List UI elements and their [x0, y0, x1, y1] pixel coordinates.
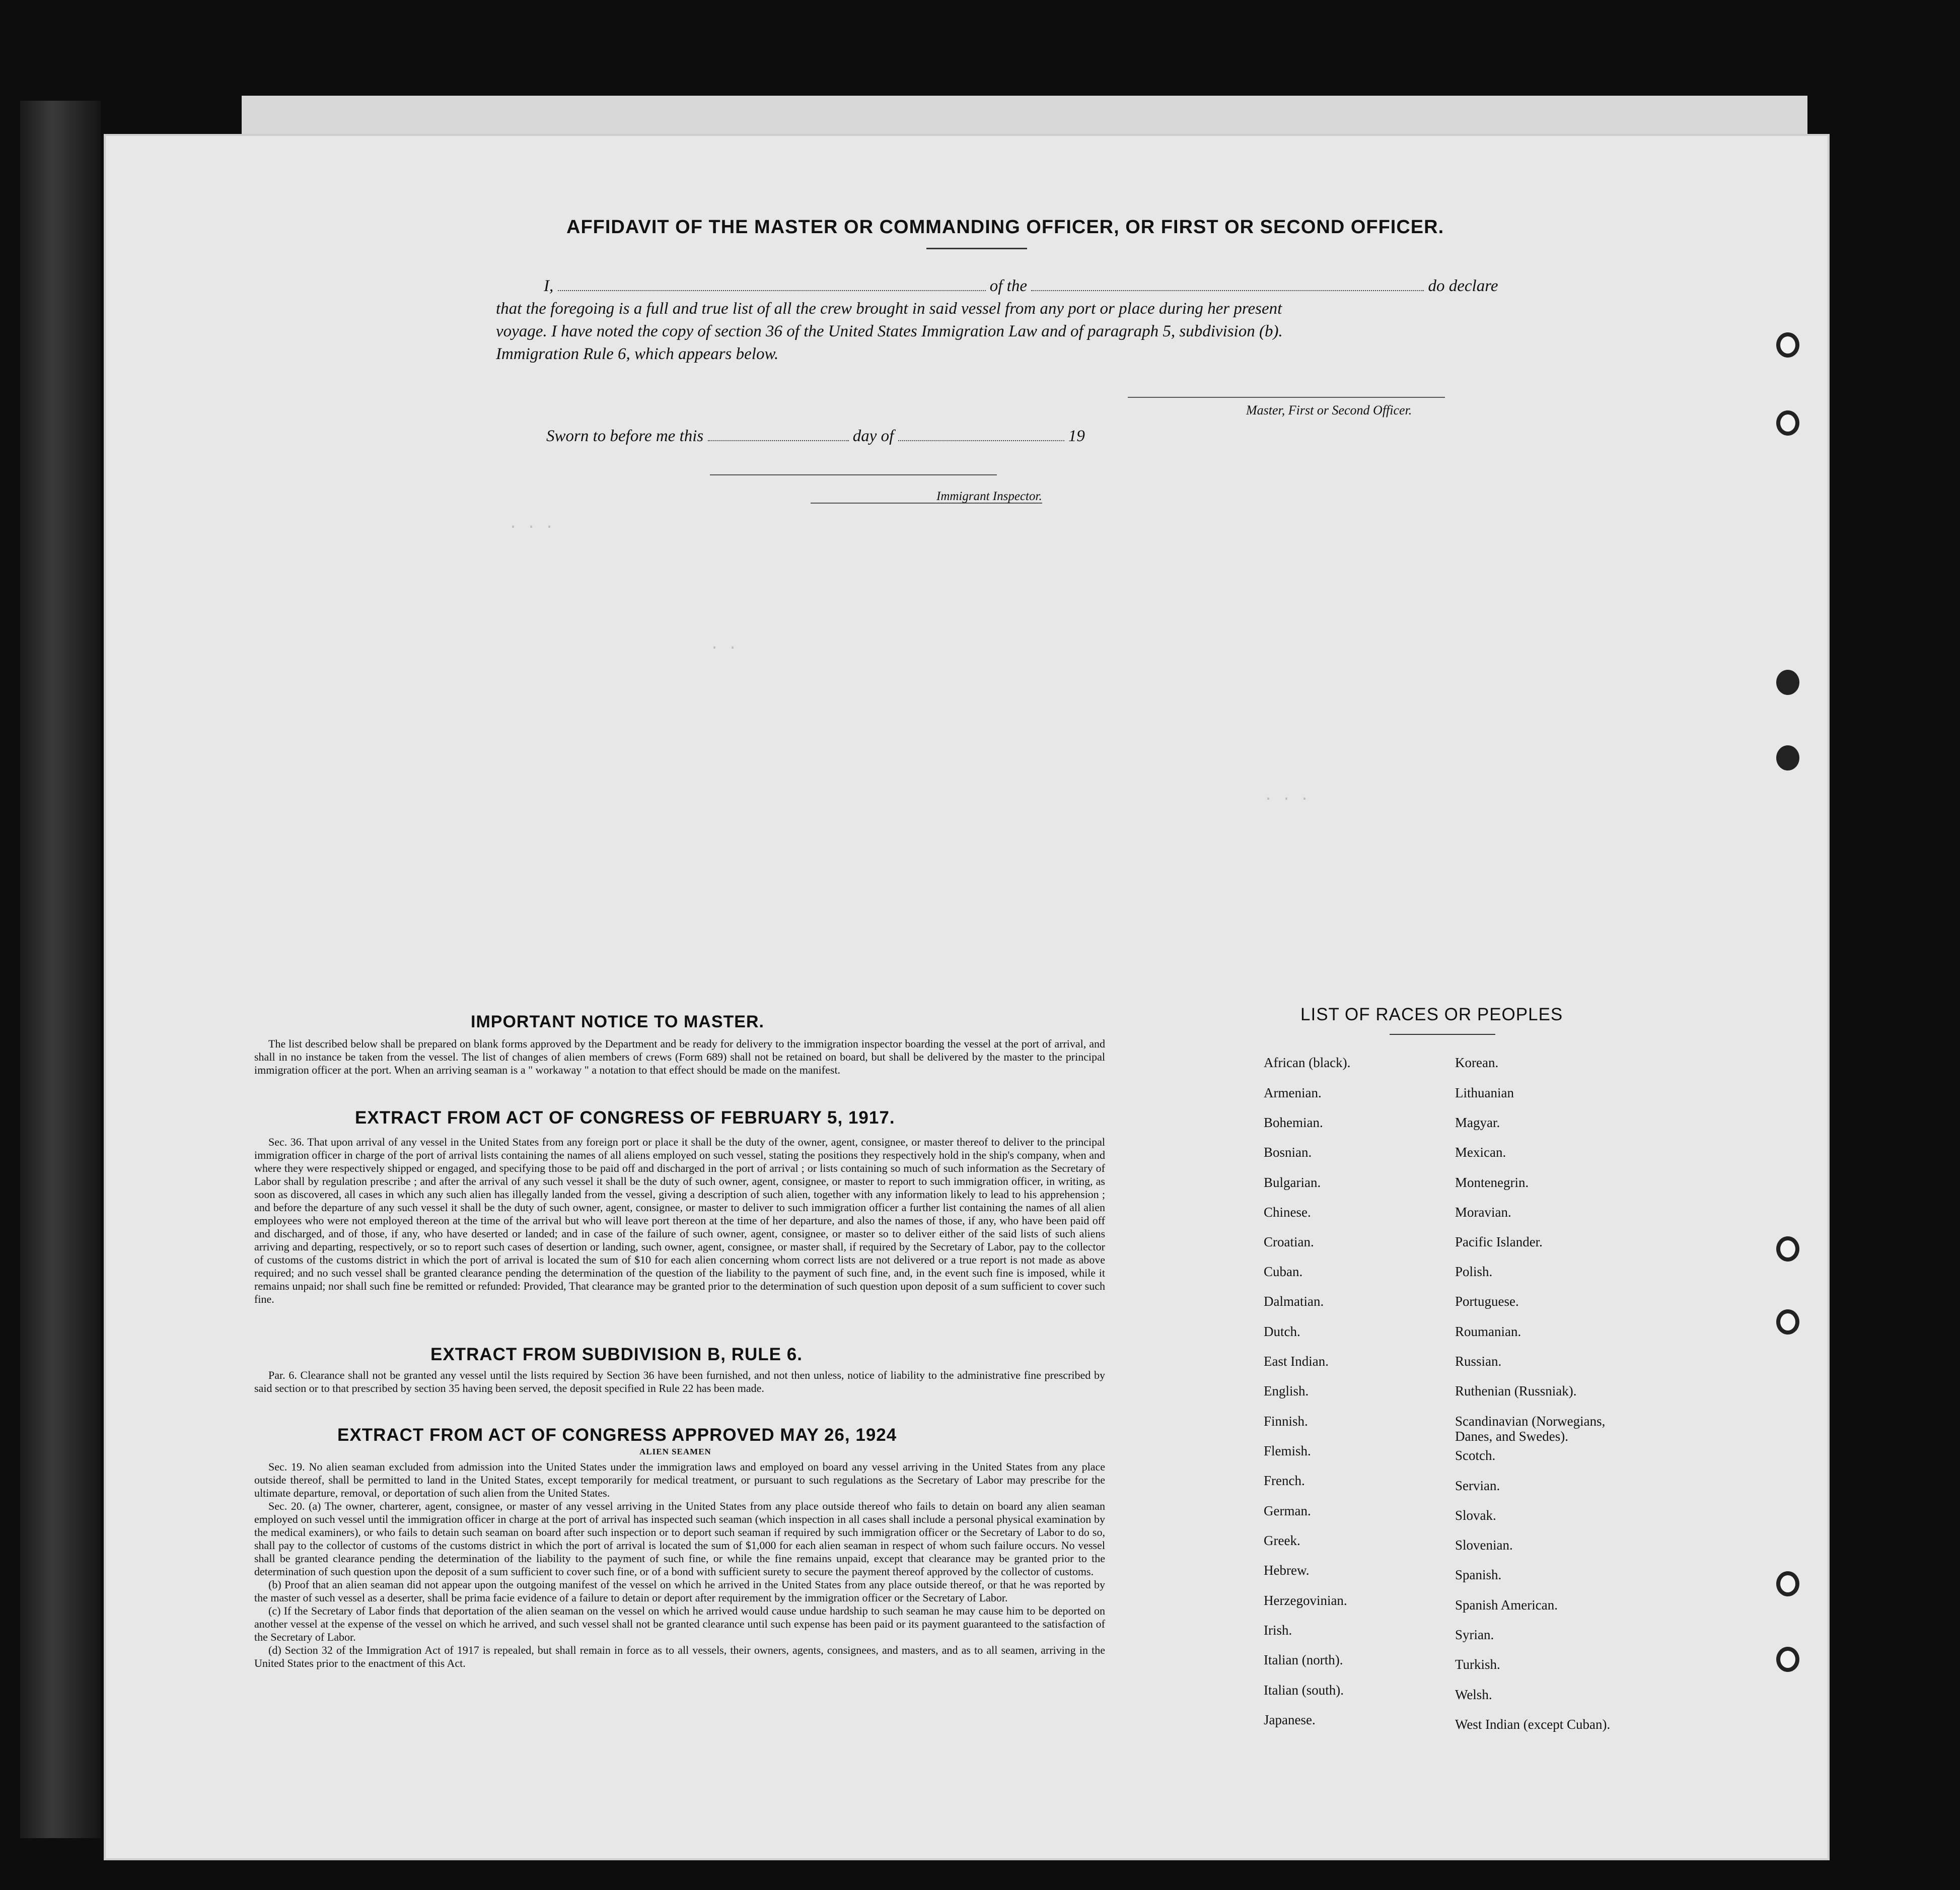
race-item: Montenegrin.	[1455, 1175, 1529, 1190]
bleed-through-marks: · · ·	[509, 519, 554, 536]
sworn-line	[546, 427, 1085, 446]
race-item: Flemish.	[1264, 1443, 1311, 1458]
affidavit-title: AFFIDAVIT OF THE MASTER OR COMMANDING OFFICER, OR FIRST OR SECOND OFFICER.	[566, 217, 1444, 238]
alien-seamen-subtitle: ALIEN SEAMEN	[639, 1447, 711, 1456]
extract-1924-para-20b: (b) Proof that an alien seaman did not appear upon the outgoing manifest of the vessel on which he arrived in the United States from any place outside thereof, or that he was reported by the master of such vessel as a deserter, shall be prima facie evidence of a failure to detain or deport after requirement by the immigration officer or the Secretary of Labor.	[254, 1578, 1105, 1604]
race-item: Lithuanian	[1455, 1085, 1514, 1100]
sworn-day-blank[interactable]	[708, 427, 849, 441]
race-item: Dalmatian.	[1264, 1294, 1324, 1309]
affidavit-i: I,	[544, 277, 554, 295]
race-item: Magyar.	[1455, 1115, 1500, 1130]
notice-title: IMPORTANT NOTICE TO MASTER.	[471, 1012, 764, 1031]
punch-hole	[1776, 1309, 1799, 1335]
extract-1924-para-20c: (c) If the Secretary of Labor finds that deportation of the alien seaman on the vessel on which he arrived would cause undue hardship to such seaman he may cause him to be deported on another vessel at the expense of the vessel on which he arrived, and such vessel shall not be granted clearance until such expense has been paid or its payment guaranteed to the satisfaction of the Secretary of Labor.	[254, 1604, 1105, 1643]
race-item: Slovak.	[1455, 1508, 1496, 1523]
extract-1924-text	[254, 1460, 1105, 1670]
inspector-line-upper[interactable]	[710, 474, 997, 475]
extract-1924-para-19: Sec. 19. No alien seaman excluded from admission into the United States under the immigration laws and employed on board any vessel arriving in the United States from any place outside thereof, shall be permitted to land in the United States, except temporarily for medical treatment, or pursuant to such regulations as the Secretary of Labor may prescribe for the ultimate departure, removal, or deportation of such alien from the United States.	[254, 1460, 1105, 1499]
year-text: 19	[1068, 427, 1085, 445]
race-item: Portuguese.	[1455, 1294, 1519, 1309]
race-item: Bosnian.	[1264, 1145, 1312, 1160]
race-item: Ruthenian (Russniak).	[1455, 1383, 1577, 1398]
race-item: Cuban.	[1264, 1264, 1303, 1279]
punch-hole	[1776, 1571, 1799, 1596]
master-caption: Master, First or Second Officer.	[1246, 403, 1412, 417]
race-item: Italian (south).	[1264, 1683, 1344, 1698]
notice-text	[254, 1037, 1105, 1077]
race-item: Finnish.	[1264, 1414, 1308, 1429]
race-item: Korean.	[1455, 1055, 1499, 1070]
extract-1917-text	[254, 1136, 1105, 1306]
race-item: West Indian (except Cuban).	[1455, 1717, 1611, 1732]
affidavit-body-line1: that the foregoing is a full and true list of all the crew brought in said vessel from any port or place during her present	[496, 300, 1282, 318]
race-item: Syrian.	[1455, 1627, 1494, 1642]
race-item: Bohemian.	[1264, 1115, 1323, 1130]
race-item: Turkish.	[1455, 1657, 1500, 1672]
extract-rule6-paragraph: Par. 6. Clearance shall not be granted any vessel until the lists required by Section 36 have been furnished, and not then unless, notice of liability to the administrative fine prescribed by said section or to that prescribed by section 35 having been served, the deposit specified in Rule 22 has been made.	[254, 1369, 1105, 1394]
affidavit-body-line3: Immigration Rule 6, which appears below.	[496, 345, 779, 363]
extract-1917-title: EXTRACT FROM ACT OF CONGRESS OF FEBRUARY 5, 1917.	[355, 1108, 895, 1128]
inspector-caption: Immigrant Inspector.	[936, 489, 1042, 503]
vessel-blank[interactable]	[1031, 277, 1424, 291]
race-item: Welsh.	[1455, 1687, 1492, 1702]
notice-paragraph: The list described below shall be prepared on blank forms approved by the Department and be ready for delivery to the immigration inspector boarding the vessel at the port of arrival, and shall in no instance be taken from the vessel. The list of changes of alien members of crews (Form 689) shall not be retained on board, but shall be delivered by the master to the principal immigration officer at the port. When an arriving seaman is a " workaway " a notation to that effect should be made on the manifest.	[254, 1037, 1105, 1076]
punch-hole	[1776, 745, 1799, 771]
race-item: Scotch.	[1455, 1448, 1496, 1463]
affidavit-declare: do declare	[1428, 277, 1498, 295]
race-item: Chinese.	[1264, 1205, 1311, 1220]
race-item: Pacific Islander.	[1455, 1234, 1543, 1249]
race-item: Spanish American.	[1455, 1597, 1558, 1613]
race-item: Croatian.	[1264, 1234, 1314, 1249]
race-item: Armenian.	[1264, 1085, 1322, 1100]
punch-hole	[1776, 1647, 1799, 1672]
race-item: Russian.	[1455, 1354, 1502, 1369]
punch-hole	[1776, 410, 1799, 436]
race-item: Italian (north).	[1264, 1652, 1343, 1667]
race-item: Polish.	[1455, 1264, 1493, 1279]
document-page	[106, 136, 1828, 1858]
title-rule	[926, 248, 1027, 249]
binding-edge	[20, 101, 101, 1838]
punch-hole	[1776, 332, 1799, 358]
race-item: Japanese.	[1264, 1712, 1316, 1727]
sworn-text: Sworn to before me this	[546, 427, 704, 445]
affidavit-body-line2: voyage. I have noted the copy of section 36 of the United States Immigration Law and of paragraph 5, subdivision (b).	[496, 322, 1283, 340]
race-item: African (black).	[1264, 1055, 1351, 1070]
race-item: Greek.	[1264, 1533, 1300, 1548]
master-signature-line[interactable]	[1128, 397, 1445, 398]
race-item: Spanish.	[1455, 1567, 1502, 1582]
race-item: Herzegovinian.	[1264, 1593, 1347, 1608]
race-item: Dutch.	[1264, 1324, 1300, 1339]
race-item: Slovenian.	[1455, 1537, 1513, 1553]
race-item: Scandinavian (Norwegians, Danes, and Swedes).	[1455, 1414, 1606, 1444]
extract-1924-title: EXTRACT FROM ACT OF CONGRESS APPROVED MAY 26, 1924	[337, 1425, 897, 1445]
race-item: German.	[1264, 1503, 1311, 1518]
day-of-text: day of	[852, 427, 894, 445]
bleed-through-marks: · ·	[710, 640, 738, 657]
affidavit-of-the: of the	[989, 277, 1027, 295]
affidavit-line1	[544, 277, 1498, 296]
races-title-rule	[1390, 1034, 1495, 1035]
race-item: Servian.	[1455, 1478, 1500, 1493]
race-item: Hebrew.	[1264, 1563, 1310, 1578]
extract-1924-para-20a: Sec. 20. (a) The owner, charterer, agent, consignee, or master of any vessel arriving in the United States from any place outside thereof who fails to detain on board any alien seaman employed on such vessel until the immigration officer in charge at the port of arrival has inspected such seaman (which inspection in all cases shall include a personal physical examination by the medical examiners), or who fails to detain such seaman on board after such inspection or to deport such seaman if required by such immigration officer or the Secretary of Labor to do so, shall pay to the collector of customs of the customs district in which the port of arrival is located the sum of $1,000 for each alien seaman in respect of whom such failure occurs. No vessel shall be granted clearance pending the determination of the liability to the payment of such fine, or while the fine remains unpaid, except that clearance may be granted prior to the determination of such question upon the deposit of a sum sufficient to cover such fine, or of a bond with sufficient surety to secure the payment thereof approved by the collector of customs.	[254, 1500, 1105, 1578]
punch-hole	[1776, 670, 1799, 695]
extract-rule6-text	[254, 1369, 1105, 1395]
race-item: Roumanian.	[1455, 1324, 1521, 1339]
sworn-month-blank[interactable]	[898, 427, 1064, 441]
extract-1917-paragraph: Sec. 36. That upon arrival of any vessel in the United States from any foreign port or place it shall be the duty of the owner, agent, consignee, or master thereof to deliver to the principal immigration officer in charge of the port of arrival lists containing the names of all aliens employed on such vessel, stating the positions they respectively hold in the ship's company, when and where they were respectively shipped or engaged, and specifying those to be paid off and discharged in the port of arrival ; or lists containing so much of such information as the Secretary of Labor shall by regulation prescribe ; and after the arrival of any such vessel it shall be the duty of such owner, agent, consignee, or master to report to such immigration officer, in writing, as soon as discovered, all cases in which any such alien has illegally landed from the vessel, giving a description of such alien, together with any information likely to lead to his apprehension ; and before the departure of any such vessel it shall be the duty of such owner, agent, consignee, or master to deliver to such immigration officer a further list containing the names of all alien employees who were not employed thereon at the time of the arrival but who will leave port thereon at the time of her departure, and also the names of those, if any, who have been paid off and discharged, and of those, if any, who have deserted or landed; and in case of the failure of such owner, agent, consignee, or master so to deliver either of the said lists of such aliens arriving and departing, respectively, or so to report such cases of desertion or landing, such owner, agent, consignee, or master shall, if required by the Secretary of Labor, pay to the collector of customs of the customs district in which the port of arrival is located the sum of $10 for each alien concerning whom correct lists are not delivered or a true report is not made as above required; and no such vessel shall be granted clearance pending the determination of the question of the liability to the payment of such fine, and, in the event such fine is imposed, while it remains unpaid; nor shall such fine be remitted or refunded: Provided, That clearance may be granted prior to the determination of such question upon deposit of a sum sufficient to cover such fine.	[254, 1136, 1105, 1305]
race-item: French.	[1264, 1473, 1305, 1488]
punch-hole	[1776, 1236, 1799, 1262]
name-blank[interactable]	[558, 277, 986, 291]
bleed-through-marks: · · ·	[1264, 791, 1310, 808]
extract-rule6-title: EXTRACT FROM SUBDIVISION B, RULE 6.	[430, 1345, 803, 1364]
race-item: Bulgarian.	[1264, 1175, 1321, 1190]
race-item: English.	[1264, 1383, 1309, 1398]
race-item: Moravian.	[1455, 1205, 1511, 1220]
race-item: Irish.	[1264, 1623, 1292, 1638]
races-title: LIST OF RACES OR PEOPLES	[1300, 1005, 1563, 1024]
race-item: East Indian.	[1264, 1354, 1329, 1369]
extract-1924-para-20d: (d) Section 32 of the Immigration Act of 1917 is repealed, but shall remain in force as to all vessels, their owners, agents, consignees, and masters, and as to all seamen, arriving in the United States prior to the enactment of this Act.	[254, 1644, 1105, 1669]
race-item: Mexican.	[1455, 1145, 1506, 1160]
